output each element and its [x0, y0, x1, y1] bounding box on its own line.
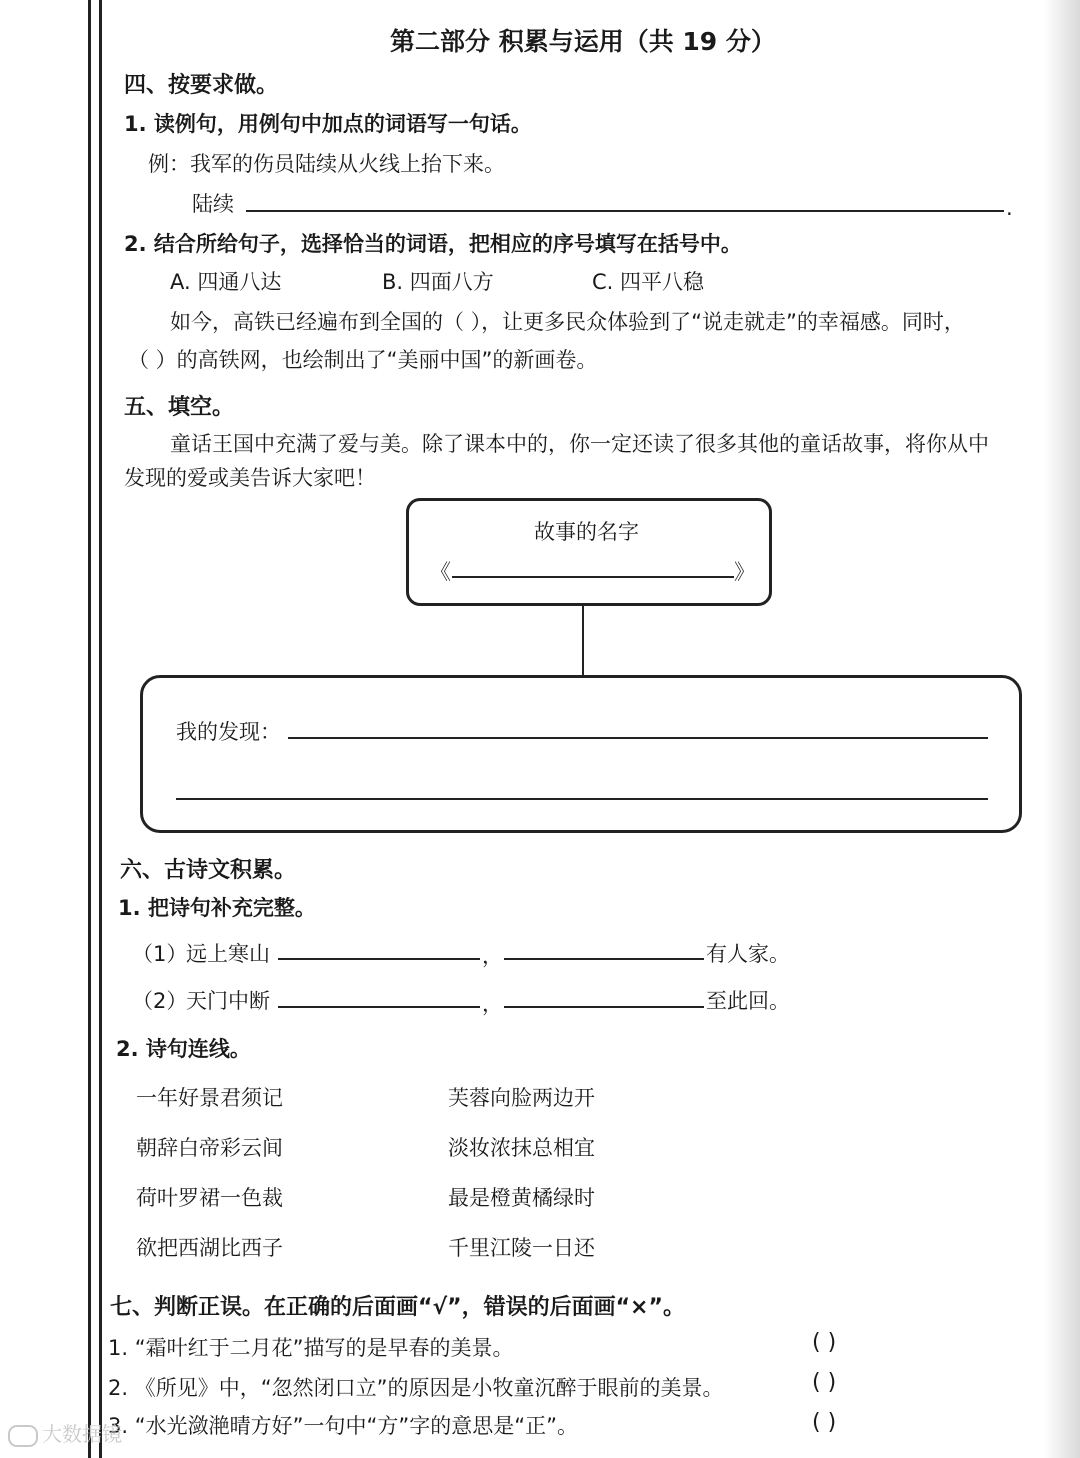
q4-1-example: 例：我军的伤员陆续从火线上抬下来。: [148, 152, 505, 176]
q6-2-prompt: 2. 诗句连线。: [116, 1037, 251, 1061]
story-name-label: 故事的名字: [534, 520, 639, 544]
poem-2-comma: ，: [482, 992, 503, 1016]
match-right-3[interactable]: 最是橙黄橘绿时: [448, 1186, 595, 1210]
margin-line-outer: [88, 0, 91, 1458]
judge-answer-1[interactable]: ( ): [812, 1330, 837, 1355]
finding-box: [140, 675, 1022, 833]
section-4-heading: 四、按要求做。: [124, 73, 279, 98]
judge-answer-3[interactable]: ( ): [812, 1410, 837, 1435]
story-open-quote: 《: [430, 560, 451, 584]
judge-item-2: 2. 《所见》中，“忽然闭口立”的原因是小牧童沉醉于眼前的美景。: [108, 1376, 724, 1400]
q4-1-word: 陆续: [192, 192, 234, 216]
match-right-2[interactable]: 淡妆浓抹总相宜: [448, 1136, 595, 1160]
watermark-logo-icon: [8, 1425, 38, 1447]
q4-2-option-a: A. 四通八达: [170, 270, 282, 294]
poem-2-blank-1[interactable]: [278, 1006, 480, 1008]
q4-1-period: .: [1006, 196, 1013, 220]
section-5-paragraph-1: 童话王国中充满了爱与美。除了课本中的，你一定还读了很多其他的童话故事，将你从中: [170, 432, 989, 456]
poem-2-blank-2[interactable]: [504, 1006, 704, 1008]
watermark: [8, 1418, 122, 1447]
finding-answer-line-1[interactable]: [288, 737, 988, 739]
story-name-answer-line[interactable]: [452, 576, 734, 578]
q4-2-sentence-line2: （ ）的高铁网，也绘制出了“美丽中国”的新画卷。: [128, 348, 598, 372]
poem-1-start: 远上寒山: [186, 942, 270, 966]
section-5-paragraph-2: 发现的爱或美告诉大家吧！: [124, 466, 376, 490]
section-6-heading: 六、古诗文积累。: [120, 858, 297, 883]
poem-1-number: （1）: [132, 942, 188, 966]
q4-1-prompt: 1. 读例句，用例句中加点的词语写一句话。: [124, 112, 532, 136]
story-close-quote: 》: [734, 560, 755, 584]
match-right-4[interactable]: 千里江陵一日还: [448, 1236, 595, 1260]
q4-2-sentence-line1: 如今，高铁已经遍布到全国的（ ），让更多民众体验到了“说走就走”的幸福感。同时，: [170, 310, 965, 334]
q4-2-option-b: B. 四面八方: [382, 270, 494, 294]
section-7-heading: 七、判断正误。在正确的后面画“√”，错误的后面画“×”。: [110, 1295, 685, 1320]
poem-1-end: 有人家。: [706, 942, 790, 966]
poem-1-blank-1[interactable]: [278, 958, 480, 960]
story-name-box: [406, 498, 772, 606]
page-title: 第二部分 积累与运用（共 19 分）: [390, 27, 776, 56]
match-left-3[interactable]: 荷叶罗裙一色裁: [136, 1186, 283, 1210]
match-left-1[interactable]: 一年好景君须记: [136, 1086, 283, 1110]
match-right-1[interactable]: 芙蓉向脸两边开: [448, 1086, 595, 1110]
connector-line: [582, 603, 584, 675]
match-left-2[interactable]: 朝辞白帝彩云间: [136, 1136, 283, 1160]
q4-1-answer-line[interactable]: [246, 210, 1004, 212]
finding-answer-line-2[interactable]: [176, 798, 988, 800]
judge-item-1: 1. “霜叶红于二月花”描写的是早春的美景。: [108, 1336, 514, 1360]
match-left-4[interactable]: 欲把西湖比西子: [136, 1236, 283, 1260]
scan-shadow-edge: [1044, 0, 1080, 1458]
q4-2-prompt: 2. 结合所给句子，选择恰当的词语，把相应的序号填写在括号中。: [124, 232, 742, 256]
poem-1-blank-2[interactable]: [504, 958, 704, 960]
watermark-text: 大数据镜: [42, 1422, 122, 1446]
q4-2-option-c: C. 四平八稳: [592, 270, 705, 294]
judge-answer-2[interactable]: ( ): [812, 1370, 837, 1395]
poem-2-number: （2）: [132, 989, 188, 1013]
poem-2-end: 至此回。: [706, 989, 790, 1013]
q6-1-prompt: 1. 把诗句补充完整。: [118, 896, 316, 920]
margin-line-inner: [99, 0, 102, 1458]
finding-label: 我的发现：: [176, 720, 281, 744]
poem-1-comma: ，: [482, 944, 503, 968]
section-5-heading: 五、填空。: [124, 395, 235, 420]
judge-item-3: 3. “水光潋滟晴方好”一句中“方”字的意思是“正”。: [108, 1414, 578, 1438]
poem-2-start: 天门中断: [186, 989, 270, 1013]
